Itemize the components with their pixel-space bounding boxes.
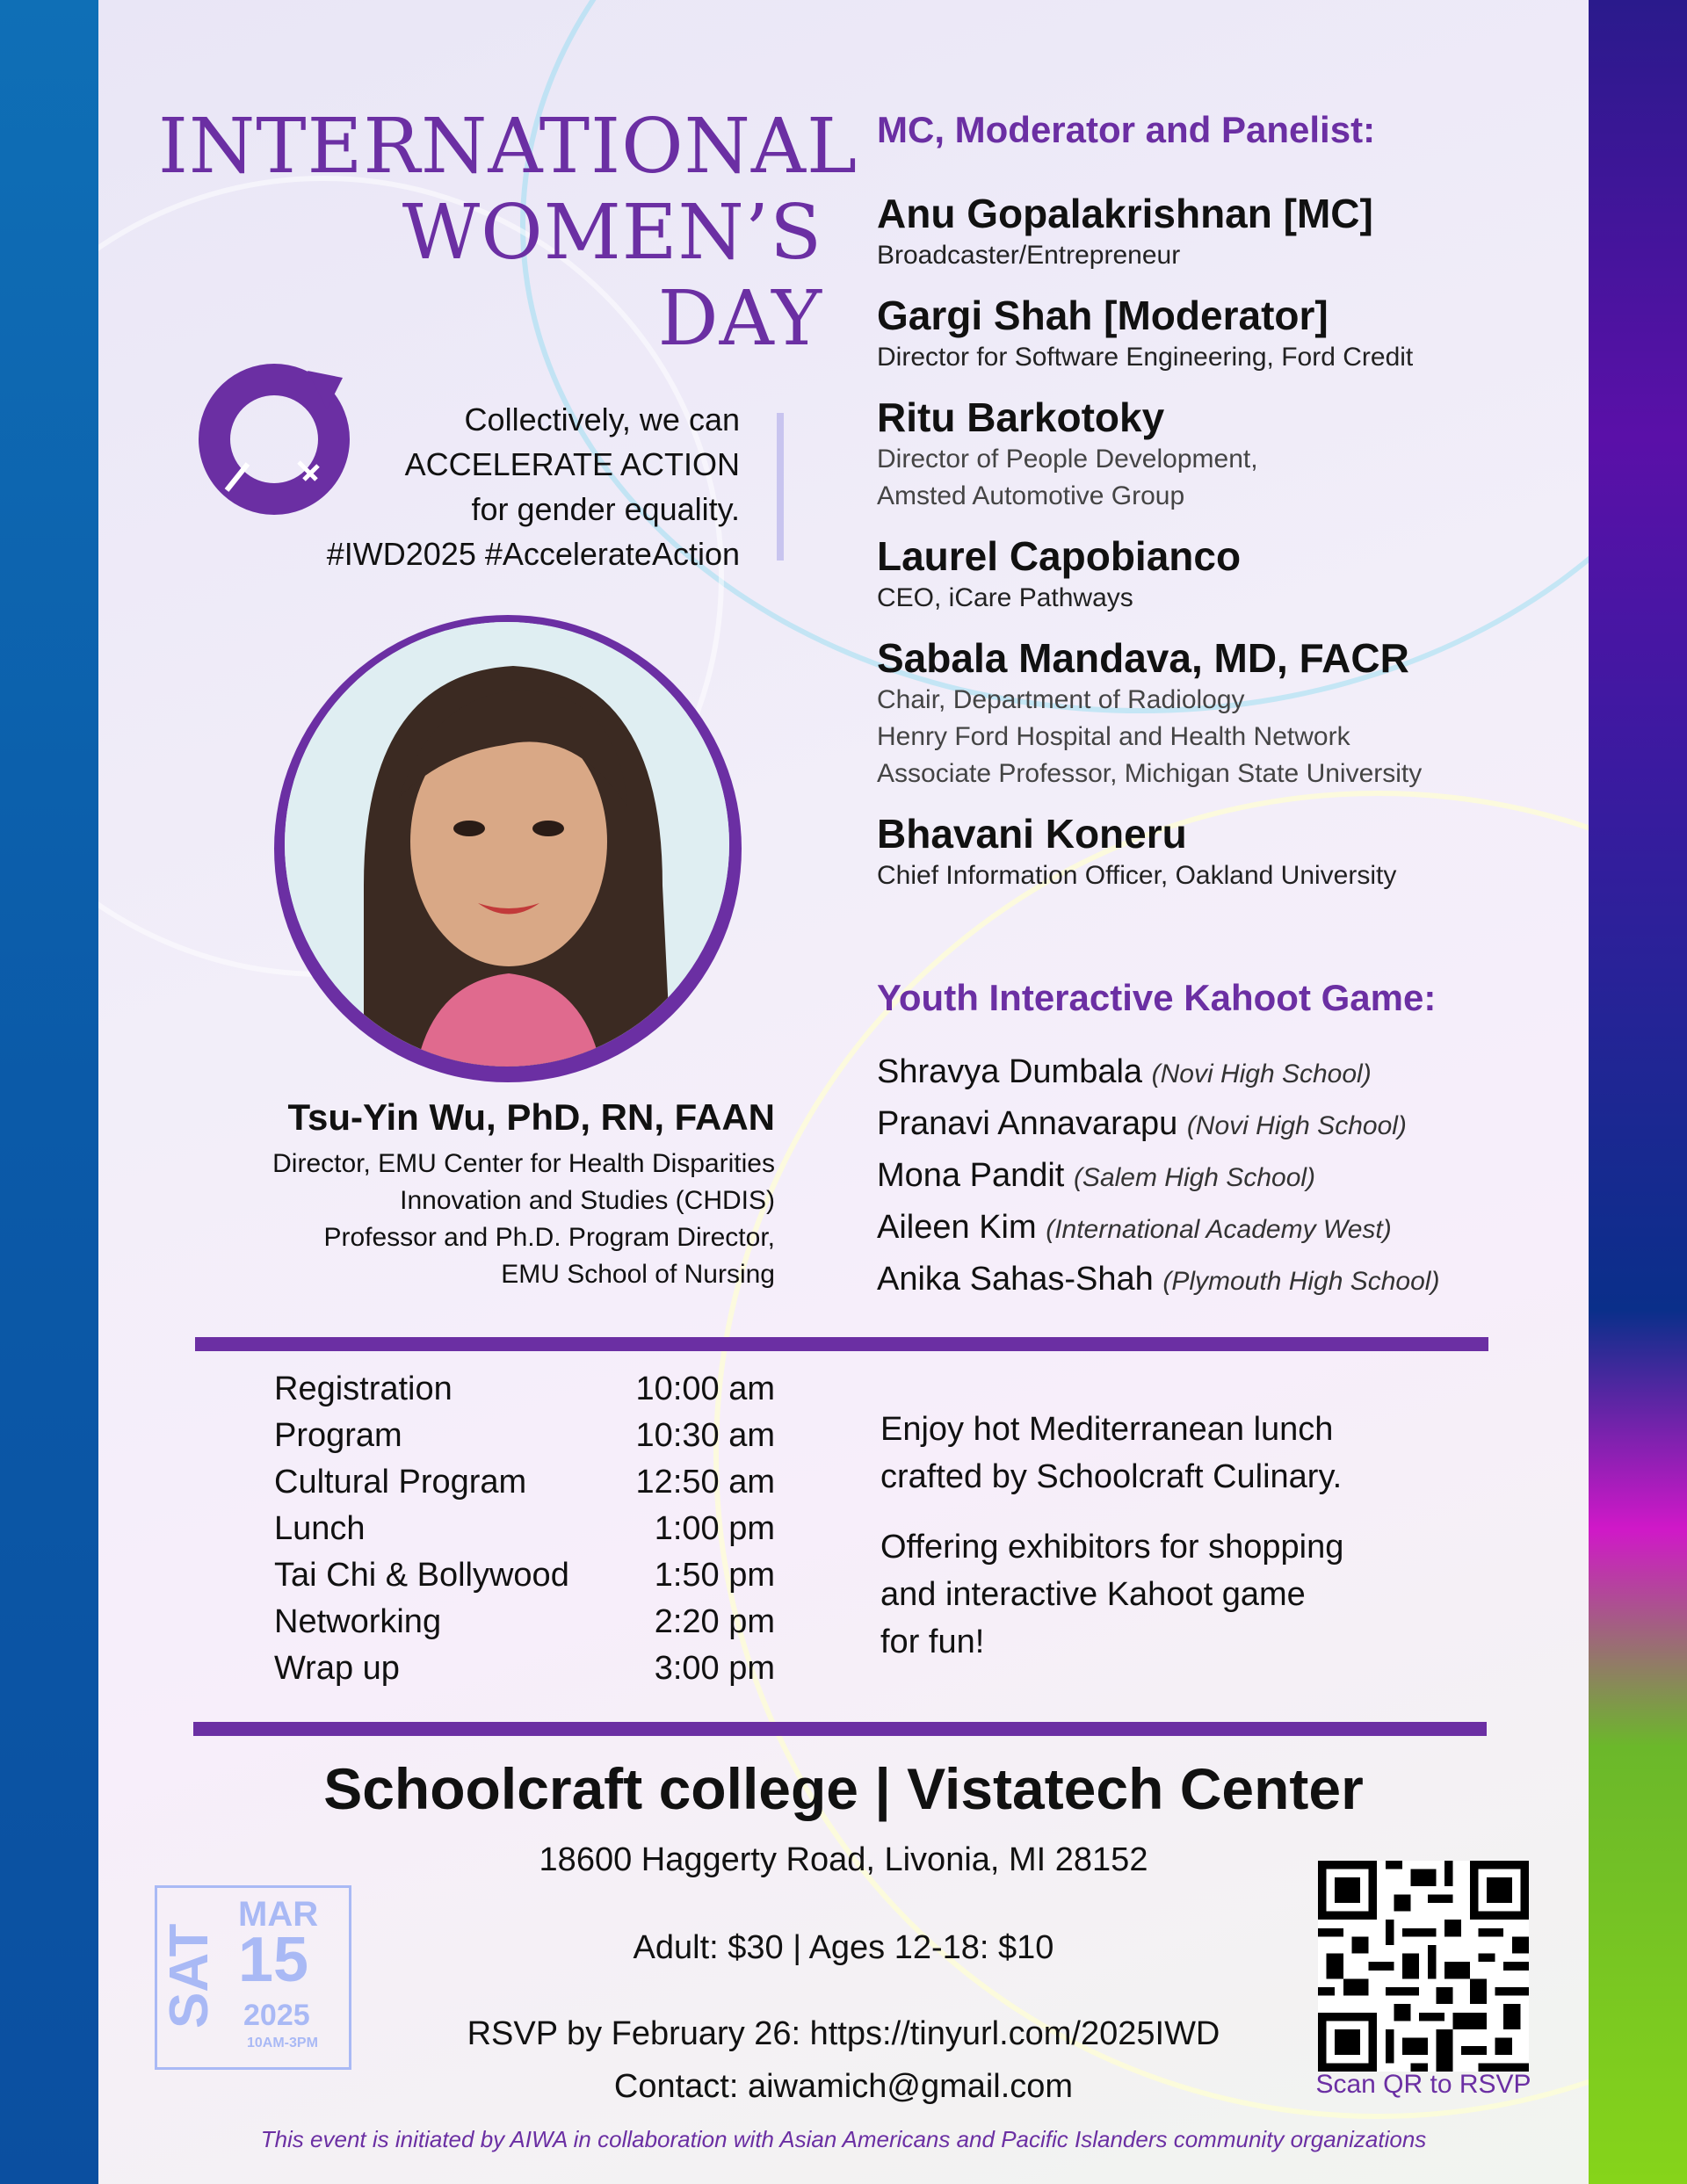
youth-heading: Youth Interactive Kahoot Game: bbox=[877, 977, 1437, 1018]
contact-line: Contact: aiwamich@gmail.com bbox=[613, 2068, 1074, 2105]
qr-caption: Scan QR to RSVP bbox=[1315, 2070, 1531, 2099]
youth-item bbox=[877, 1047, 1562, 1099]
schedule-time: 10:30 am bbox=[635, 1417, 775, 1454]
schedule-time: 1:50 pm bbox=[654, 1557, 775, 1594]
youth-name: Mona Pandit bbox=[877, 1157, 1065, 1194]
schedule-item: Lunch bbox=[274, 1510, 366, 1547]
panelist-list bbox=[877, 190, 1545, 894]
title-line: WOMEN’S bbox=[402, 189, 822, 277]
youth-school: (Plymouth High School) bbox=[1162, 1267, 1440, 1296]
panelist-role: Director of People Development, bbox=[877, 445, 1258, 474]
schedule-time: 1:00 pm bbox=[654, 1510, 775, 1547]
schedule-item: Networking bbox=[274, 1603, 442, 1640]
tagline-line: for gender equality. bbox=[471, 491, 740, 527]
venue-name: Schoolcraft college | Vistatech Center bbox=[323, 1756, 1364, 1821]
panelist-name: Gargi Shah [Moderator] bbox=[877, 293, 1329, 338]
panelist-role: Chief Information Officer, Oakland University bbox=[877, 861, 1397, 890]
youth-name: Anika Sahas-Shah bbox=[877, 1261, 1154, 1298]
schedule-time: 10:00 am bbox=[635, 1370, 775, 1407]
lunch-line: Enjoy hot Mediterranean lunch bbox=[880, 1411, 1334, 1448]
date-hours: 10AM-3PM bbox=[247, 2036, 318, 2050]
youth-school: (International Academy West) bbox=[1046, 1215, 1392, 1244]
youth-item bbox=[877, 1099, 1562, 1151]
footer-note: This event is initiated by AIWA in collaboration with Asian Americans and Pacific Islanders community organizations bbox=[260, 2126, 1427, 2152]
lunch-line: crafted by Schoolcraft Culinary. bbox=[880, 1458, 1343, 1495]
keynote-bio bbox=[176, 1146, 775, 1293]
panelist-name: Anu Gopalakrishnan [MC] bbox=[877, 191, 1373, 236]
rsvp-qr-code-icon[interactable] bbox=[1318, 1861, 1529, 2072]
schedule-item: Tai Chi & Bollywood bbox=[274, 1557, 569, 1594]
keynote-name: Tsu-Yin Wu, PhD, RN, FAAN bbox=[287, 1096, 775, 1138]
event-title bbox=[158, 103, 858, 363]
tagline-divider bbox=[777, 413, 784, 560]
exhibit-line: and interactive Kahoot game bbox=[880, 1576, 1306, 1613]
date-year: 2025 bbox=[243, 1999, 310, 2032]
panel-heading: MC, Moderator and Panelist: bbox=[877, 109, 1376, 150]
panelist bbox=[877, 532, 1545, 617]
schedule-time: 3:00 pm bbox=[654, 1650, 775, 1687]
youth-item bbox=[877, 1255, 1562, 1306]
youth-school: (Novi High School) bbox=[1151, 1059, 1372, 1088]
panelist-name: Sabala Mandava, MD, FACR bbox=[877, 635, 1409, 681]
date-day: 15 bbox=[238, 1925, 309, 1995]
youth-name: Shravya Dumbala bbox=[877, 1053, 1143, 1090]
youth-list bbox=[877, 1047, 1562, 1306]
panelist-name: Laurel Capobianco bbox=[877, 533, 1242, 579]
youth-school: (Salem High School) bbox=[1073, 1163, 1316, 1192]
right-color-border bbox=[1589, 0, 1687, 2184]
keynote-bio-line: Innovation and Studies (CHDIS) bbox=[400, 1186, 775, 1215]
panelist-role: Broadcaster/Entrepreneur bbox=[877, 241, 1181, 270]
rsvp-line: RSVP by February 26: https://tinyurl.com/2025IWD bbox=[467, 2015, 1220, 2052]
youth-name: Aileen Kim bbox=[877, 1209, 1037, 1246]
lunch-info bbox=[880, 1406, 1443, 1501]
panelist-role: Associate Professor, Michigan State University bbox=[877, 759, 1423, 788]
date-month: MAR bbox=[238, 1895, 319, 1934]
exhibit-line: for fun! bbox=[880, 1624, 985, 1660]
section-divider bbox=[193, 1722, 1487, 1736]
schedule bbox=[274, 1370, 775, 1696]
title-line: DAY bbox=[657, 275, 822, 363]
keynote-photo-frame bbox=[274, 615, 742, 1082]
keynote-bio-line: EMU School of Nursing bbox=[501, 1260, 775, 1289]
tagline-line: ACCELERATE ACTION bbox=[404, 446, 740, 482]
ticket-price: Adult: $30 | Ages 12-18: $10 bbox=[633, 1929, 1054, 1966]
keynote-bio-line: Director, EMU Center for Health Disparities bbox=[272, 1149, 775, 1178]
schedule-time: 12:50 am bbox=[635, 1464, 775, 1501]
exhibit-line: Offering exhibitors for shopping bbox=[880, 1529, 1344, 1566]
youth-name: Pranavi Annavarapu bbox=[877, 1105, 1178, 1142]
panelist bbox=[877, 190, 1545, 274]
tagline bbox=[281, 397, 740, 576]
panelist bbox=[877, 810, 1545, 894]
schedule-item: Wrap up bbox=[274, 1650, 400, 1687]
tagline-hashtags: #IWD2025 #AccelerateAction bbox=[326, 536, 740, 572]
panelist bbox=[877, 394, 1545, 515]
panelist bbox=[877, 292, 1545, 376]
panelist bbox=[877, 634, 1545, 792]
panelist-role: CEO, iCare Pathways bbox=[877, 583, 1133, 612]
section-divider bbox=[195, 1337, 1488, 1351]
schedule-item: Cultural Program bbox=[274, 1464, 527, 1501]
exhibit-info bbox=[880, 1523, 1443, 1666]
schedule-item: Program bbox=[274, 1417, 402, 1454]
keynote-bio-line: Professor and Ph.D. Program Director, bbox=[323, 1223, 775, 1252]
tagline-line: Collectively, we can bbox=[464, 401, 740, 438]
panelist-name: Bhavani Koneru bbox=[877, 811, 1187, 857]
panelist-role: Director for Software Engineering, Ford Credit bbox=[877, 343, 1414, 372]
youth-item bbox=[877, 1203, 1562, 1255]
schedule-item: Registration bbox=[274, 1370, 453, 1407]
panelist-role: Amsted Automotive Group bbox=[877, 481, 1185, 510]
youth-school: (Novi High School) bbox=[1186, 1111, 1407, 1140]
youth-item bbox=[877, 1151, 1562, 1203]
panelist-name: Ritu Barkotoky bbox=[877, 394, 1165, 440]
title-line: INTERNATIONAL bbox=[158, 103, 858, 191]
keynote-photo bbox=[285, 622, 729, 1067]
panelist-role: Henry Ford Hospital and Health Network bbox=[877, 722, 1350, 751]
left-blue-border bbox=[0, 0, 98, 2184]
schedule-time: 2:20 pm bbox=[654, 1603, 775, 1640]
date-weekday: SAT bbox=[159, 1923, 220, 2029]
panelist-role: Chair, Department of Radiology bbox=[877, 685, 1245, 714]
venue-address: 18600 Haggerty Road, Livonia, MI 28152 bbox=[539, 1841, 1148, 1878]
date-badge bbox=[155, 1885, 351, 2070]
